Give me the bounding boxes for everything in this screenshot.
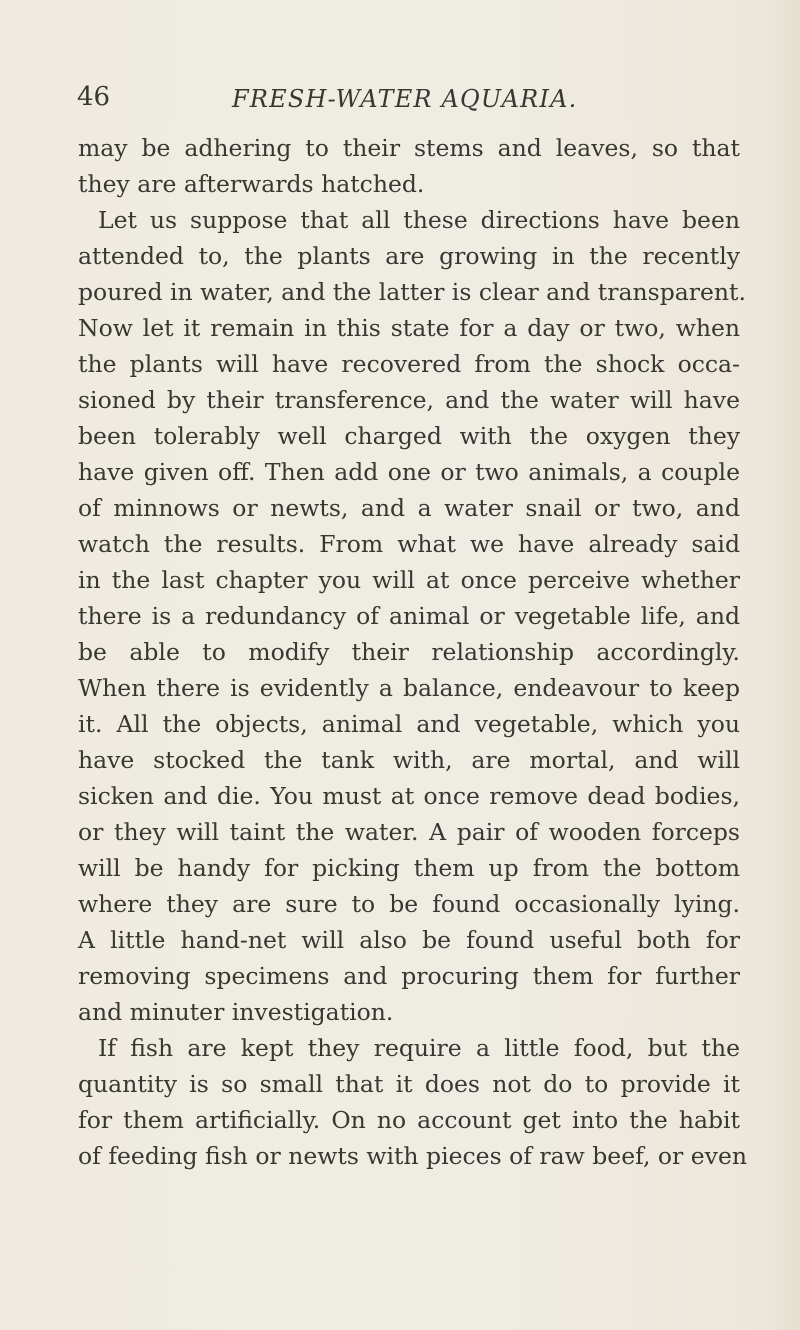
text-line: they are afterwards hatched. xyxy=(78,170,425,198)
text-line: have given off. Then add one or two animals, a couple xyxy=(78,458,740,486)
page-number: 46 xyxy=(77,82,111,112)
text-line: be able to modify their relationship accordingly. xyxy=(78,638,740,666)
text-line: it. All the objects, animal and vegetable, which you xyxy=(78,710,740,738)
text-line: If fish are kept they require a little food, but the xyxy=(98,1034,740,1062)
text-line: the plants will have recovered from the shock occa- xyxy=(78,350,740,378)
text-line: in the last chapter you will at once perceive whether xyxy=(78,566,740,594)
text-line: sioned by their transference, and the water will have xyxy=(78,386,740,414)
text-line: When there is evidently a balance, endeavour to keep xyxy=(78,674,740,702)
text-line: have stocked the tank with, are mortal, and will xyxy=(78,746,740,774)
running-title: FRESH-WATER AQUARIA. xyxy=(232,85,578,113)
page-header xyxy=(77,82,737,122)
text-line: poured in water, and the latter is clear and transparent. xyxy=(78,278,746,306)
text-line: and minuter investigation. xyxy=(78,998,394,1026)
text-line: Let us suppose that all these directions have been xyxy=(98,206,740,234)
text-line: been tolerably well charged with the oxygen they xyxy=(78,422,740,450)
text-line: where they are sure to be found occasionally lying. xyxy=(78,890,740,918)
text-line: quantity is so small that it does not do to provide it xyxy=(78,1070,740,1098)
text-line: watch the results. From what we have already said xyxy=(78,530,740,558)
text-line: removing specimens and procuring them for further xyxy=(78,962,740,990)
text-line: will be handy for picking them up from the bottom xyxy=(78,854,740,882)
text-line: may be adhering to their stems and leaves, so that xyxy=(78,134,740,162)
text-line: or they will taint the water. A pair of wooden forceps xyxy=(78,818,740,846)
text-line: sicken and die. You must at once remove dead bodies, xyxy=(78,782,740,810)
body-text xyxy=(78,130,747,1174)
text-line: Now let it remain in this state for a day or two, when xyxy=(78,314,740,342)
text-line: of minnows or newts, and a water snail or two, and xyxy=(78,494,740,522)
text-line: there is a redundancy of animal or vegetable life, and xyxy=(78,602,740,630)
text-line: of feeding fish or newts with pieces of raw beef, or even xyxy=(78,1142,747,1170)
text-line: attended to, the plants are growing in the recently xyxy=(78,242,740,270)
text-line: A little hand-net will also be found useful both for xyxy=(78,926,740,954)
text-line: for them artificially. On no account get into the habit xyxy=(78,1106,740,1134)
